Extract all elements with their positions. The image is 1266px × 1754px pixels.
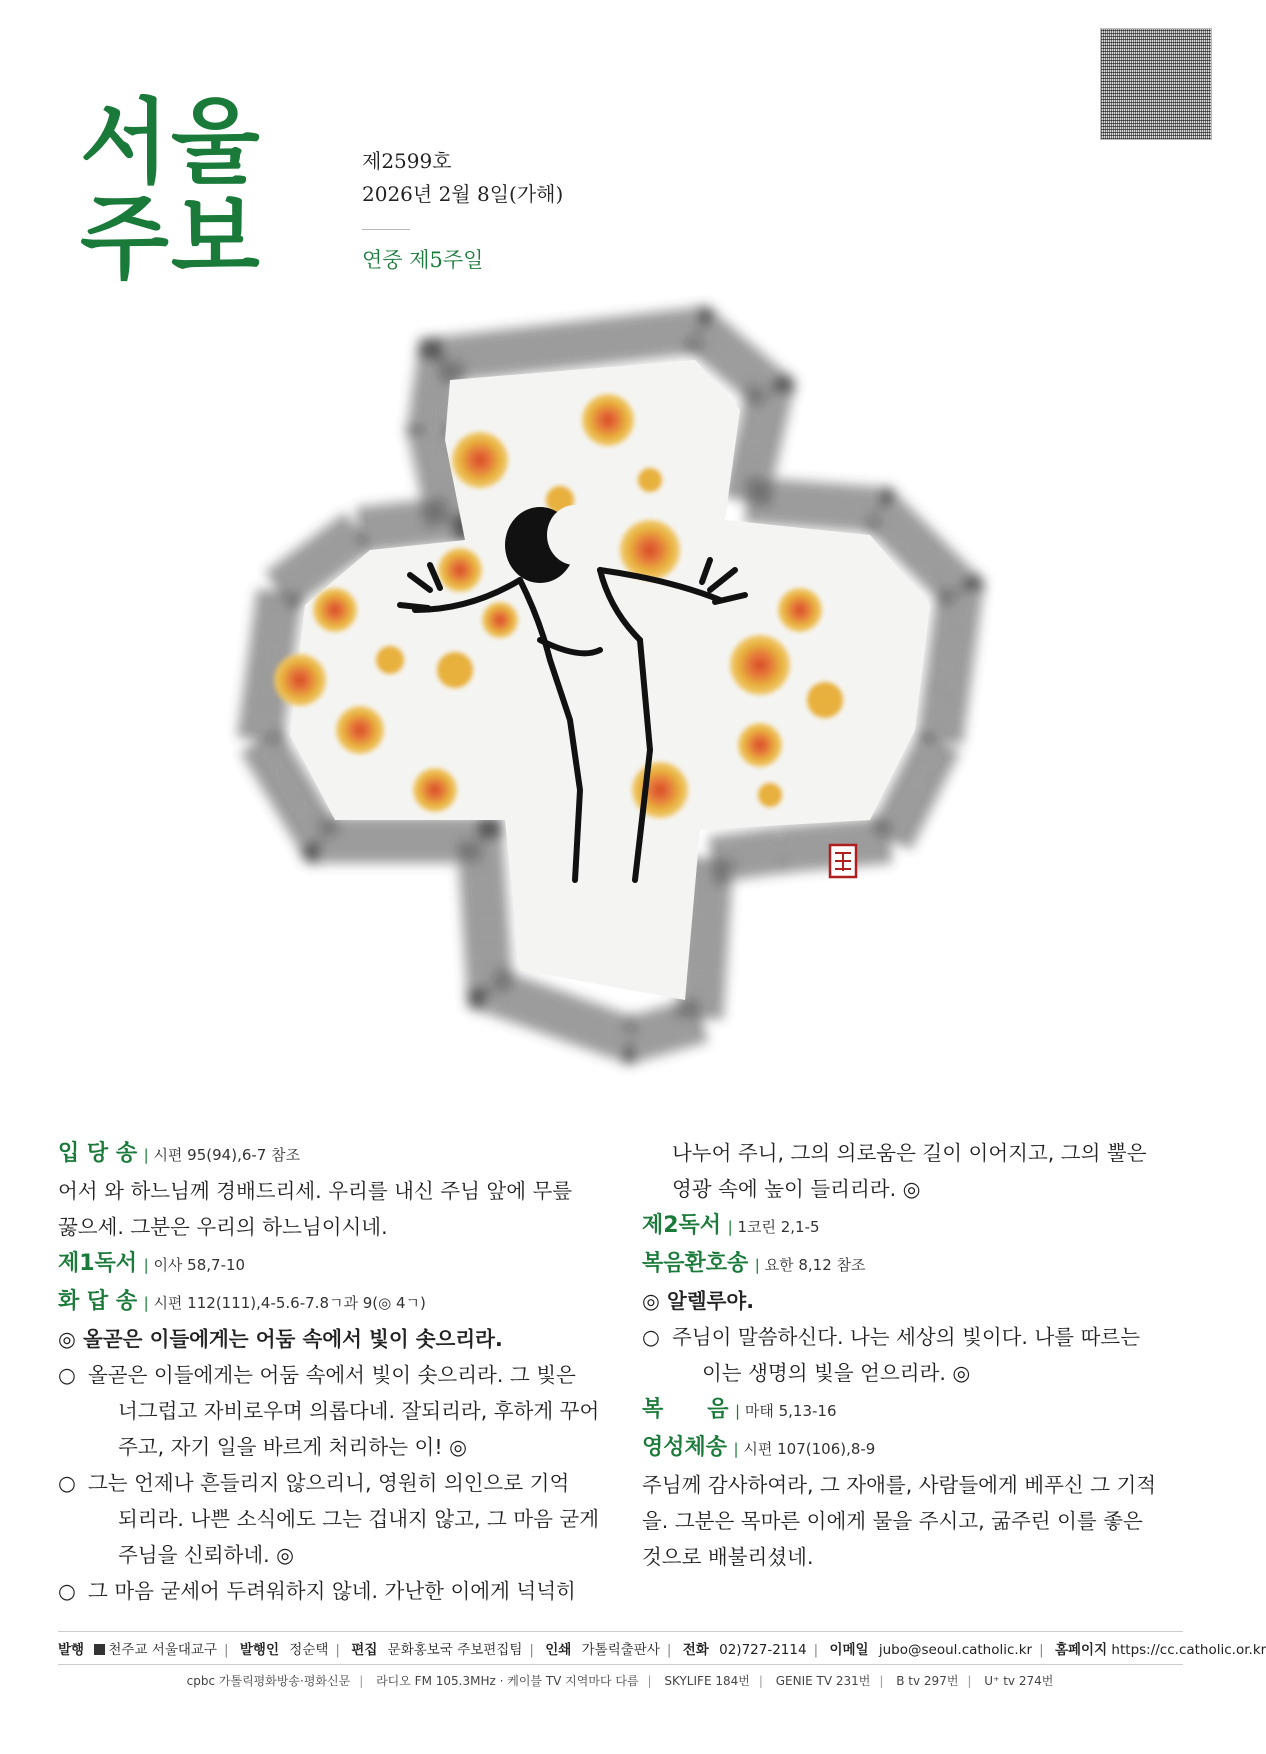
communion-antiphon-text: [642, 1467, 1182, 1575]
acclamation-verse: [642, 1319, 1182, 1391]
gospel-acclamation-ref: | 요한 8,12 참조: [755, 1256, 866, 1274]
qr-code-icon[interactable]: [1100, 28, 1212, 140]
text-line: 주님께 감사하여라, 그 자애를, 사람들에게 베푸신 그 기적: [642, 1473, 1157, 1497]
cover-artwork: [240, 320, 1000, 1100]
text-line: 꿇으세. 그분은 우리의 하느님이시네.: [58, 1215, 388, 1239]
divider: |: [666, 1642, 672, 1658]
divider: |: [879, 1674, 884, 1688]
divider: |: [529, 1642, 534, 1658]
psalm-verse: [58, 1573, 603, 1609]
text-line: 주고, 자기 일을 바르게 처리하는 이! ◎: [118, 1435, 467, 1459]
divider: |: [359, 1674, 364, 1688]
divider: |: [335, 1642, 340, 1658]
divider: |: [758, 1674, 763, 1688]
psalm-continuation-line: 영광 속에 높이 들리리라. ◎: [672, 1177, 921, 1201]
divider: |: [1039, 1642, 1044, 1658]
artist-seal: [830, 845, 856, 877]
email-label: 이메일: [829, 1642, 869, 1658]
editor-label: 편집: [351, 1642, 378, 1658]
text-line: 올곧은 이들에게는 어둠 속에서 빛이 솟으리라. 그 빛은: [88, 1363, 576, 1387]
text-line: 주님이 말씀하신다. 나는 세상의 빛이다. 나를 따르는: [672, 1325, 1140, 1349]
broadcast-item: U⁺ tv 274번: [984, 1674, 1054, 1688]
broadcast-item: 라디오 FM 105.3MHz · 케이블 TV 지역마다 다름: [376, 1674, 639, 1688]
psalm-verse: [58, 1465, 603, 1573]
liturgical-season: 연중 제5주일: [362, 248, 484, 272]
text-line: 을. 그분은 목마른 이에게 물을 주시고, 굶주린 이를 좋은: [642, 1509, 1143, 1533]
divider: |: [967, 1674, 972, 1688]
issue-number: 제2599호: [362, 149, 452, 173]
psalm-heading: [58, 1283, 603, 1321]
psalm-title: 화 답 송: [58, 1289, 138, 1314]
divider: |: [224, 1642, 229, 1658]
issue-divider: [362, 229, 410, 230]
gospel-title: 복 음: [642, 1397, 729, 1422]
first-reading-title: 제1독서: [58, 1251, 138, 1276]
text-line: 것으로 배불리셨네.: [642, 1545, 814, 1569]
issue-date: 2026년 2월 8일(가해): [362, 182, 564, 206]
broadcast-item: GENIE TV 231번: [775, 1674, 871, 1688]
psalm-continuation-line: 나누어 주니, 그의 의로움은 길이 이어지고, 그의 뿔은: [672, 1141, 1147, 1165]
text-line: 너그럽고 자비로우며 의롭다네. 잘되리라, 후하게 꾸어: [118, 1399, 600, 1423]
text-line: 주님을 신뢰하네. ◎: [118, 1543, 295, 1567]
editor: 문화홍보국 주보편집팀: [387, 1642, 523, 1658]
publisher-label: 발행: [58, 1642, 85, 1658]
communion-antiphon-ref: | 시편 107(106),8-9: [734, 1440, 876, 1458]
masthead-line-1: 서울: [80, 89, 262, 196]
issuer-label: 발행인: [239, 1642, 279, 1658]
gospel-acclamation-heading: [642, 1245, 1182, 1283]
gospel-ref: | 마태 5,13-16: [735, 1402, 836, 1420]
second-reading-heading: [642, 1207, 1182, 1245]
broadcast-info: [0, 1672, 1240, 1689]
entrance-antiphon-ref: | 시편 95(94),6-7 참조: [144, 1146, 300, 1164]
diocese-icon: [94, 1644, 105, 1655]
phone-label: 전화: [682, 1642, 709, 1658]
web-label: 홈페이지: [1054, 1642, 1108, 1658]
verse-marker: ○: [58, 1579, 76, 1603]
broadcast-item: B tv 297번: [896, 1674, 959, 1688]
liturgy-left-column: [58, 1135, 603, 1609]
text-line: 그는 언제나 흔들리지 않으리니, 영원히 의인으로 기억: [88, 1471, 570, 1495]
broadcast-item: cpbc 가톨릭평화방송·평화신문: [186, 1674, 351, 1688]
phone[interactable]: 02)727-2114: [719, 1642, 807, 1658]
first-reading-ref: | 이사 58,7-10: [144, 1256, 245, 1274]
text-line: 그 마음 굳세어 두려워하지 않네. 가난한 이에게 넉넉히: [88, 1579, 576, 1603]
entrance-antiphon-heading: [58, 1135, 603, 1173]
broadcast-item: SKYLIFE 184번: [664, 1674, 750, 1688]
issuer: 정순택: [289, 1642, 329, 1658]
masthead-line-2: 주보: [80, 185, 262, 292]
divider: |: [813, 1642, 819, 1658]
publication-info: [58, 1631, 1266, 1665]
first-reading-heading: [58, 1245, 603, 1283]
printer: 가톨릭출판사: [581, 1642, 660, 1658]
entrance-antiphon-text: [58, 1173, 603, 1245]
verse-marker: ○: [58, 1363, 76, 1387]
liturgy-right-column: [642, 1135, 1182, 1575]
gospel-heading: [642, 1391, 1182, 1429]
text-line: 되리라. 나쁜 소식에도 그는 겁내지 않고, 그 마음 굳게: [118, 1507, 600, 1531]
psalm-verse: [58, 1357, 603, 1465]
publisher: 천주교 서울대교구: [108, 1642, 218, 1658]
communion-antiphon-heading: [642, 1429, 1182, 1467]
text-line: 이는 생명의 빛을 얻으리라. ◎: [702, 1361, 971, 1385]
second-reading-ref: | 1코린 2,1-5: [728, 1218, 820, 1236]
website-link[interactable]: https://cc.catholic.or.kr: [1111, 1642, 1266, 1658]
communion-antiphon-title: 영성체송: [642, 1435, 728, 1460]
psalm-ref: | 시편 112(111),4-5.6-7.8ㄱ과 9(◎ 4ㄱ): [144, 1294, 426, 1312]
issue-info: [362, 145, 563, 277]
divider: |: [647, 1674, 652, 1688]
verse-marker: ○: [58, 1471, 76, 1495]
masthead-logo: [80, 89, 300, 305]
entrance-antiphon-title: 입 당 송: [58, 1141, 138, 1166]
gospel-acclamation-title: 복음환호송: [642, 1251, 749, 1276]
text-line: 어서 와 하느님께 경배드리세. 우리를 내신 주님 앞에 무릎: [58, 1179, 573, 1203]
print-label: 인쇄: [545, 1642, 572, 1658]
acclamation-response: ◎ 알렐루야.: [642, 1289, 755, 1313]
second-reading-title: 제2독서: [642, 1213, 722, 1238]
verse-marker: ○: [642, 1325, 660, 1349]
email-link[interactable]: jubo@seoul.catholic.kr: [878, 1642, 1033, 1658]
psalm-response: ◎ 올곧은 이들에게는 어둠 속에서 빛이 솟으리라.: [58, 1327, 503, 1351]
